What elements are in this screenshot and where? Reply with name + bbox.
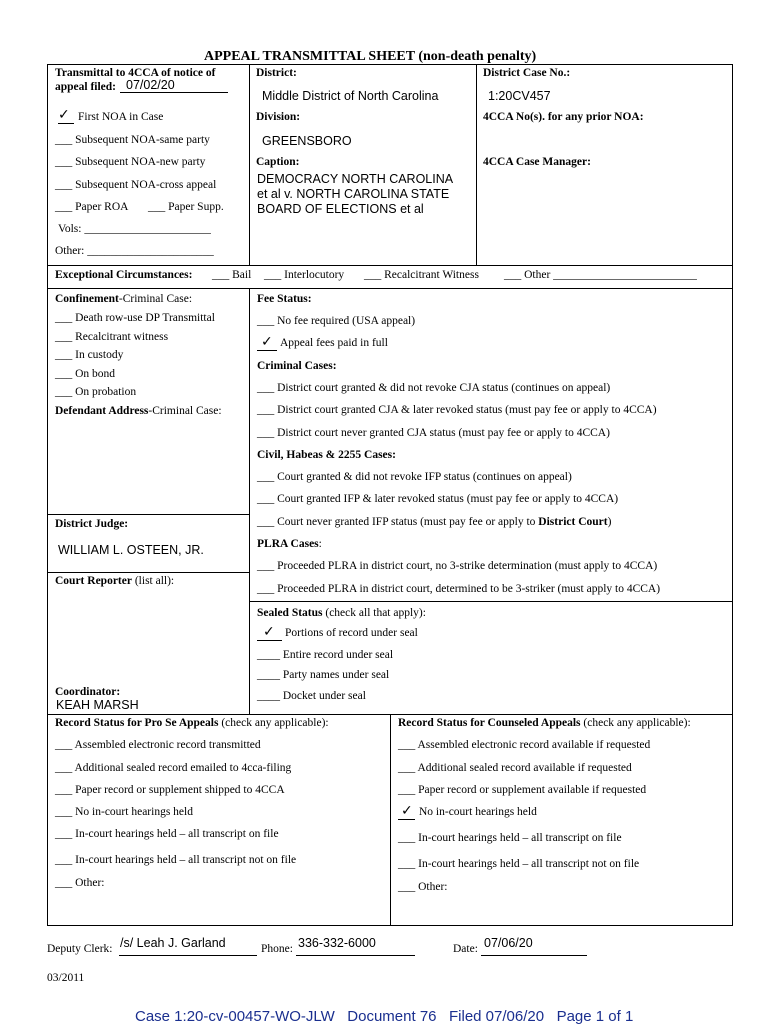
vols[interactable]: Vols: ______________________ <box>58 223 211 235</box>
district-judge-value[interactable]: WILLIAM L. OSTEEN, JR. <box>58 543 204 557</box>
counseled-label: Record Status for Counseled Appeals (check any applicable): <box>398 717 691 729</box>
no-hearings: No in-court hearings held <box>419 806 537 818</box>
subsequent-cross[interactable]: ___ Subsequent NOA-cross appeal <box>55 179 217 191</box>
filing-stamp: Case 1:20-cv-00457-WO-JLW Document 76 Filed 07/06/20 Page 1 of 1 <box>135 1008 634 1025</box>
deputy-clerk-label: Deputy Clerk: <box>47 943 113 955</box>
divider <box>47 572 249 573</box>
checkmark-icon[interactable]: ✓ <box>261 334 273 350</box>
caption-line[interactable]: BOARD OF ELECTIONS et al <box>257 202 424 216</box>
divider <box>47 514 249 515</box>
clerk-line <box>119 955 257 956</box>
counseled-item[interactable]: ___ Paper record or supplement available if requested <box>398 784 647 796</box>
divider <box>47 288 733 289</box>
subsequent-new[interactable]: ___ Subsequent NOA-new party <box>55 156 206 168</box>
coordinator-label: Coordinator: <box>55 686 121 698</box>
district-value[interactable]: Middle District of North Carolina <box>262 89 439 103</box>
divider <box>390 714 391 926</box>
check-line <box>257 350 277 351</box>
confinement-item[interactable]: ___ Recalcitrant witness <box>55 331 169 343</box>
exceptional-label: Exceptional Circumstances: <box>55 269 193 281</box>
confinement-item[interactable]: ___ On probation <box>55 386 137 398</box>
counseled-item[interactable]: ___ Assembled electronic record available if requested <box>398 739 651 751</box>
pro-se-item[interactable]: ___ Other: <box>55 877 105 889</box>
subsequent-same[interactable]: ___ Subsequent NOA-same party <box>55 134 210 146</box>
sealed-item[interactable]: ____ Docket under seal <box>257 690 366 702</box>
paper-supp[interactable]: ___ Paper Supp. <box>148 201 224 213</box>
division-label: Division: <box>256 111 301 123</box>
division-value[interactable]: GREENSBORO <box>262 134 352 148</box>
court-reporter-label: Court Reporter (list all): <box>55 575 175 587</box>
transmittal-label-2: appeal filed: <box>55 81 117 93</box>
caption-line[interactable]: et al v. NORTH CAROLINA STATE <box>257 187 450 201</box>
fees-paid: Appeal fees paid in full <box>280 337 388 349</box>
page-title: APPEAL TRANSMITTAL SHEET (non-death penalty) <box>204 49 537 64</box>
confinement-item[interactable]: ___ In custody <box>55 349 124 361</box>
criminal-item[interactable]: ___ District court granted & did not revoke CJA status (continues on appeal) <box>257 382 611 394</box>
pro-se-label: Record Status for Pro Se Appeals (check any applicable): <box>55 717 329 729</box>
criminal-cases-label: Criminal Cases: <box>257 360 337 372</box>
district-label: District: <box>256 67 297 79</box>
form-version: 03/2011 <box>47 972 85 984</box>
check-line <box>398 819 415 820</box>
criminal-item[interactable]: ___ District court granted CJA & later revoked status (must pay fee or apply to 4CCA) <box>257 404 657 416</box>
fee-status-label: Fee Status: <box>257 293 312 305</box>
phone-line <box>296 955 415 956</box>
pro-se-item[interactable]: ___ In-court hearings held – all transcript not on file <box>55 854 297 866</box>
district-judge-label: District Judge: <box>55 518 129 530</box>
checkmark-icon[interactable]: ✓ <box>401 803 413 819</box>
counseled-item[interactable]: ___ In-court hearings held – all transcript not on file <box>398 858 640 870</box>
deputy-clerk-value[interactable]: /s/ Leah J. Garland <box>120 936 226 950</box>
pro-se-item[interactable]: ___ No in-court hearings held <box>55 806 193 818</box>
civil-item[interactable]: ___ Court granted IFP & later revoked status (must pay fee or apply to 4CCA) <box>257 493 619 505</box>
divider <box>249 288 250 714</box>
portions-sealed: Portions of record under seal <box>285 627 418 639</box>
sealed-item[interactable]: ____ Entire record under seal <box>257 649 394 661</box>
date-line <box>481 955 587 956</box>
sealed-item[interactable]: ____ Party names under seal <box>257 669 390 681</box>
bail[interactable]: ___ Bail <box>212 269 252 281</box>
check-line <box>257 640 282 641</box>
checkmark-icon[interactable]: ✓ <box>263 624 275 640</box>
interlocutory[interactable]: ___ Interlocutory <box>264 269 345 281</box>
pro-se-item[interactable]: ___ In-court hearings held – all transcript on file <box>55 828 279 840</box>
pro-se-item[interactable]: ___ Assembled electronic record transmitted <box>55 739 261 751</box>
sealed-status-label: Sealed Status (check all that apply): <box>257 607 426 619</box>
civil-item[interactable]: ___ Court granted & did not revoke IFP status (continues on appeal) <box>257 471 572 483</box>
case-number-value[interactable]: 1:20CV457 <box>488 89 551 103</box>
date-value[interactable]: 07/06/20 <box>484 936 533 950</box>
pro-se-item[interactable]: ___ Paper record or supplement shipped to 4CCA <box>55 784 285 796</box>
date-label: Date: <box>453 943 478 955</box>
exceptional-other[interactable]: ___ Other _________________________ <box>504 269 697 281</box>
first-noa: First NOA in Case <box>78 111 164 123</box>
prior-noa-label: 4CCA No(s). for any prior NOA: <box>483 111 644 123</box>
confinement-label: Confinement-Criminal Case: <box>55 293 193 305</box>
criminal-item[interactable]: ___ District court never granted CJA status (must pay fee or apply to 4CCA) <box>257 427 610 439</box>
check-line <box>58 123 74 124</box>
divider <box>249 64 250 266</box>
no-fee[interactable]: ___ No fee required (USA appeal) <box>257 315 416 327</box>
plra-item[interactable]: ___ Proceeded PLRA in district court, determined to be 3-striker (must apply to 4CCA) <box>257 583 661 595</box>
divider <box>249 601 733 602</box>
case-manager-label: 4CCA Case Manager: <box>483 156 591 168</box>
caption-line[interactable]: DEMOCRACY NORTH CAROLINA <box>257 172 454 186</box>
coordinator-value[interactable]: KEAH MARSH <box>56 698 139 712</box>
phone-value[interactable]: 336-332-6000 <box>298 936 376 950</box>
other[interactable]: Other: ______________________ <box>55 245 214 257</box>
civil-item[interactable]: ___ Court never granted IFP status (must pay fee or apply to District Court) <box>257 516 612 528</box>
plra-label: PLRA Cases: <box>257 538 322 550</box>
appeal-filed-date[interactable]: 07/02/20 <box>126 78 175 92</box>
case-number-label: District Case No.: <box>483 67 571 79</box>
defendant-address-label: Defendant Address-Criminal Case: <box>55 405 222 417</box>
confinement-item[interactable]: ___ On bond <box>55 368 116 380</box>
paper-roa[interactable]: ___ Paper ROA <box>55 201 129 213</box>
confinement-item[interactable]: ___ Death row-use DP Transmittal <box>55 312 215 324</box>
checkmark-icon[interactable]: ✓ <box>58 107 70 123</box>
counseled-item[interactable]: ___ Other: <box>398 881 448 893</box>
counseled-item[interactable]: ___ In-court hearings held – all transcript on file <box>398 832 622 844</box>
divider <box>47 265 733 266</box>
civil-cases-label: Civil, Habeas & 2255 Cases: <box>257 449 396 461</box>
date-line <box>120 92 228 93</box>
transmittal-label: Transmittal to 4CCA of notice of <box>55 67 216 79</box>
recalcitrant-witness[interactable]: ___ Recalcitrant Witness <box>364 269 479 281</box>
divider <box>476 64 477 266</box>
counseled-item[interactable]: ___ Additional sealed record available if requested <box>398 762 632 774</box>
caption-label: Caption: <box>256 156 300 168</box>
pro-se-item[interactable]: ___ Additional sealed record emailed to 4cca-filing <box>55 762 292 774</box>
plra-item[interactable]: ___ Proceeded PLRA in district court, no 3-strike determination (must apply to 4CCA) <box>257 560 658 572</box>
phone-label: Phone: <box>261 943 293 955</box>
